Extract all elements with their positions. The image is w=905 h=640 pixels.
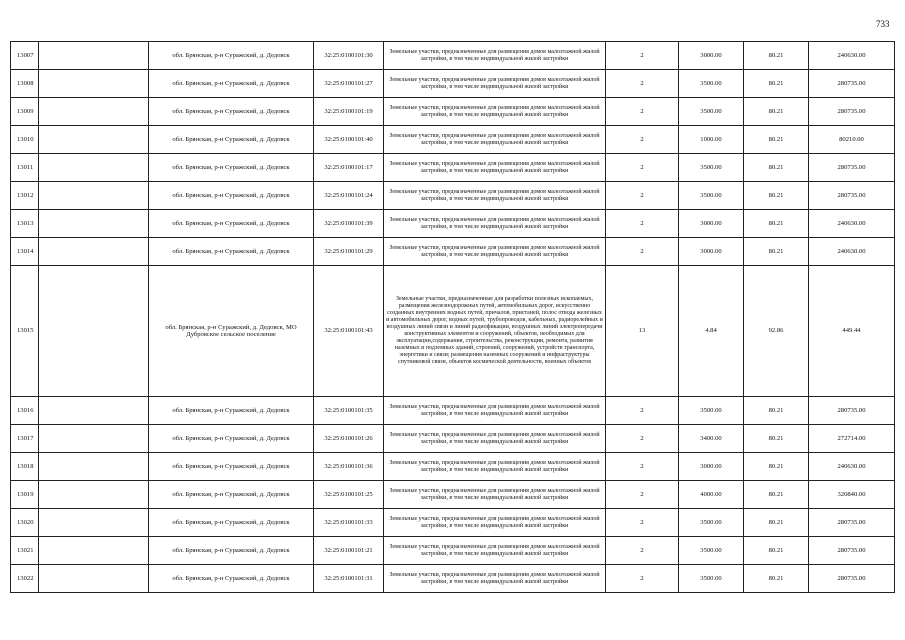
- land-use-description-cell: Земельные участки, предназначенные для размещения домов малоэтажной жилой застройки, в том числе индивидуальной жилой застройки: [384, 182, 606, 210]
- cadastral-number-cell: 32:25:0100101:43: [314, 266, 384, 397]
- cadastral-number-cell: 32:25:0100101:36: [314, 453, 384, 481]
- blank-cell: [39, 565, 149, 593]
- table-row: [11, 238, 895, 266]
- blank-cell: [39, 425, 149, 453]
- row-number: 13020: [11, 509, 39, 537]
- cadastral-value-cell: 240630.00: [809, 453, 895, 481]
- land-use-group-cell: 2: [606, 565, 679, 593]
- row-number: 13008: [11, 70, 39, 98]
- land-use-group-cell: 2: [606, 453, 679, 481]
- area-cell: 3000.00: [679, 42, 744, 70]
- row-number: 13011: [11, 154, 39, 182]
- table-row: [11, 509, 895, 537]
- blank-cell: [39, 397, 149, 425]
- land-use-group-cell: 2: [606, 425, 679, 453]
- cadastral-value-cell: 80210.00: [809, 126, 895, 154]
- address-cell: обл. Брянская, р-н Суражский, д. Дедовск: [149, 509, 314, 537]
- address-cell: обл. Брянская, р-н Суражский, д. Дедовск: [149, 126, 314, 154]
- land-use-description-cell: Земельные участки, предназначенные для размещения домов малоэтажной жилой застройки, в том числе индивидуальной жилой застройки: [384, 509, 606, 537]
- table-row: [11, 266, 895, 397]
- address-cell: обл. Брянская, р-н Суражский, д. Дедовск: [149, 154, 314, 182]
- cadastral-number-cell: 32:25:0100101:19: [314, 98, 384, 126]
- land-use-group-cell: 2: [606, 537, 679, 565]
- specific-value-cell: 92.86: [744, 266, 809, 397]
- specific-value-cell: 80.21: [744, 238, 809, 266]
- address-cell: обл. Брянская, р-н Суражский, д. Дедовск: [149, 481, 314, 509]
- area-cell: 3000.00: [679, 238, 744, 266]
- area-cell: 3500.00: [679, 509, 744, 537]
- area-cell: 3500.00: [679, 154, 744, 182]
- area-cell: 3500.00: [679, 565, 744, 593]
- cadastral-value-cell: 280735.00: [809, 397, 895, 425]
- land-use-description-cell: Земельные участки, предназначенные для размещения домов малоэтажной жилой застройки, в том числе индивидуальной жилой застройки: [384, 537, 606, 565]
- table-row: [11, 98, 895, 126]
- table-row: [11, 425, 895, 453]
- cadastral-value-cell: 280735.00: [809, 70, 895, 98]
- table-row: [11, 126, 895, 154]
- table-row: [11, 537, 895, 565]
- row-number: 13017: [11, 425, 39, 453]
- cadastral-number-cell: 32:25:0100101:27: [314, 70, 384, 98]
- specific-value-cell: 80.21: [744, 154, 809, 182]
- land-use-description-cell: Земельные участки, предназначенные для размещения домов малоэтажной жилой застройки, в том числе индивидуальной жилой застройки: [384, 481, 606, 509]
- address-cell: обл. Брянская, р-н Суражский, д. Дедовск: [149, 397, 314, 425]
- specific-value-cell: 80.21: [744, 42, 809, 70]
- specific-value-cell: 80.21: [744, 397, 809, 425]
- address-cell: обл. Брянская, р-н Суражский, д. Дедовск: [149, 453, 314, 481]
- row-number: 13013: [11, 210, 39, 238]
- address-cell: обл. Брянская, р-н Суражский, д. Дедовск: [149, 42, 314, 70]
- specific-value-cell: 80.21: [744, 509, 809, 537]
- cadastral-number-cell: 32:25:0100101:17: [314, 154, 384, 182]
- land-use-description-cell: Земельные участки, предназначенные для размещения домов малоэтажной жилой застройки, в том числе индивидуальной жилой застройки: [384, 70, 606, 98]
- land-use-description-cell: Земельные участки, предназначенные для размещения домов малоэтажной жилой застройки, в том числе индивидуальной жилой застройки: [384, 210, 606, 238]
- land-use-description-cell: Земельные участки, предназначенные для размещения домов малоэтажной жилой застройки, в том числе индивидуальной жилой застройки: [384, 397, 606, 425]
- land-use-group-cell: 2: [606, 481, 679, 509]
- area-cell: 3000.00: [679, 453, 744, 481]
- cadastral-number-cell: 32:25:0100101:35: [314, 397, 384, 425]
- table-row: [11, 481, 895, 509]
- cadastral-value-cell: 240630.00: [809, 238, 895, 266]
- cadastral-number-cell: 32:25:0100101:30: [314, 42, 384, 70]
- cadastral-number-cell: 32:25:0100101:25: [314, 481, 384, 509]
- blank-cell: [39, 509, 149, 537]
- cadastral-number-cell: 32:25:0100101:39: [314, 210, 384, 238]
- area-cell: 4000.00: [679, 481, 744, 509]
- specific-value-cell: 80.21: [744, 98, 809, 126]
- area-cell: 3500.00: [679, 70, 744, 98]
- cadastral-value-cell: 449.44: [809, 266, 895, 397]
- address-cell: обл. Брянская, р-н Суражский, д. Дедовск: [149, 238, 314, 266]
- row-number: 13009: [11, 98, 39, 126]
- table-row: [11, 453, 895, 481]
- row-number: 13007: [11, 42, 39, 70]
- cadastral-value-cell: 280735.00: [809, 565, 895, 593]
- specific-value-cell: 80.21: [744, 70, 809, 98]
- area-cell: 3400.00: [679, 425, 744, 453]
- blank-cell: [39, 481, 149, 509]
- cadastral-number-cell: 32:25:0100101:33: [314, 509, 384, 537]
- cadastral-value-cell: 280735.00: [809, 537, 895, 565]
- specific-value-cell: 80.21: [744, 425, 809, 453]
- address-cell: обл. Брянская, р-н Суражский, д. Дедовск: [149, 210, 314, 238]
- blank-cell: [39, 126, 149, 154]
- land-use-group-cell: 2: [606, 238, 679, 266]
- land-use-description-cell: Земельные участки, предназначенные для размещения домов малоэтажной жилой застройки, в том числе индивидуальной жилой застройки: [384, 453, 606, 481]
- row-number: 13010: [11, 126, 39, 154]
- cadastral-value-cell: 280735.00: [809, 98, 895, 126]
- land-use-description-cell: Земельные участки, предназначенные для размещения домов малоэтажной жилой застройки, в том числе индивидуальной жилой застройки: [384, 126, 606, 154]
- cadastral-value-table: [10, 41, 895, 593]
- address-cell: обл. Брянская, р-н Суражский, д. Дедовск: [149, 182, 314, 210]
- address-cell: обл. Брянская, р-н Суражский, д. Дедовск, МО Дубровское сельское поселение: [149, 266, 314, 397]
- row-number: 13012: [11, 182, 39, 210]
- area-cell: 4.84: [679, 266, 744, 397]
- land-use-group-cell: 2: [606, 182, 679, 210]
- row-number: 13016: [11, 397, 39, 425]
- page-number: 733: [876, 19, 890, 29]
- table-row: [11, 397, 895, 425]
- table-body: [11, 42, 895, 593]
- land-use-description-cell: Земельные участки, предназначенные для разработки полезных ископаемых, размещения железнодорожных путей, автомобильных дорог, искусственно созданных внутренних водных путей, причалов, пристаней, полос отвода железных и автомобильных дорог, водных путей, трубопроводов, кабельных, радиорелейных и воздушных линий связи и линий радиофикации, воздушных линий электропередачи конструктивных элементов и сооружений, объектов, необходимых для эксплуатации,содержания, строительства, реконструкции, ремонта, развития наземных и подземных зданий, строений, сооружений, устройств транспорта, энергетики и связи; размещения наземных сооружений и инфраструктуры спутниковой связи, объектов космической деятельности, военных объектов: [384, 266, 606, 397]
- land-use-description-cell: Земельные участки, предназначенные для размещения домов малоэтажной жилой застройки, в том числе индивидуальной жилой застройки: [384, 238, 606, 266]
- specific-value-cell: 80.21: [744, 182, 809, 210]
- blank-cell: [39, 238, 149, 266]
- blank-cell: [39, 182, 149, 210]
- table-row: [11, 42, 895, 70]
- cadastral-value-cell: 240630.00: [809, 42, 895, 70]
- specific-value-cell: 80.21: [744, 537, 809, 565]
- cadastral-value-cell: 280735.00: [809, 154, 895, 182]
- address-cell: обл. Брянская, р-н Суражский, д. Дедовск: [149, 425, 314, 453]
- area-cell: 1000.00: [679, 126, 744, 154]
- cadastral-value-cell: 280735.00: [809, 182, 895, 210]
- land-use-description-cell: Земельные участки, предназначенные для размещения домов малоэтажной жилой застройки, в том числе индивидуальной жилой застройки: [384, 154, 606, 182]
- land-use-description-cell: Земельные участки, предназначенные для размещения домов малоэтажной жилой застройки, в том числе индивидуальной жилой застройки: [384, 98, 606, 126]
- specific-value-cell: 80.21: [744, 453, 809, 481]
- area-cell: 3500.00: [679, 537, 744, 565]
- land-use-group-cell: 2: [606, 42, 679, 70]
- land-use-group-cell: 2: [606, 509, 679, 537]
- specific-value-cell: 80.21: [744, 481, 809, 509]
- land-use-group-cell: 2: [606, 98, 679, 126]
- table-row: [11, 210, 895, 238]
- cadastral-value-cell: 272714.00: [809, 425, 895, 453]
- blank-cell: [39, 42, 149, 70]
- table-row: [11, 154, 895, 182]
- cadastral-value-cell: 280735.00: [809, 509, 895, 537]
- area-cell: 3000.00: [679, 210, 744, 238]
- land-use-description-cell: Земельные участки, предназначенные для размещения домов малоэтажной жилой застройки, в том числе индивидуальной жилой застройки: [384, 425, 606, 453]
- land-use-group-cell: 2: [606, 154, 679, 182]
- table-row: [11, 70, 895, 98]
- blank-cell: [39, 98, 149, 126]
- area-cell: 3500.00: [679, 397, 744, 425]
- specific-value-cell: 80.21: [744, 126, 809, 154]
- blank-cell: [39, 537, 149, 565]
- land-use-group-cell: 2: [606, 70, 679, 98]
- cadastral-value-cell: 240630.00: [809, 210, 895, 238]
- row-number: 13015: [11, 266, 39, 397]
- land-use-group-cell: 2: [606, 210, 679, 238]
- area-cell: 3500.00: [679, 98, 744, 126]
- cadastral-value-cell: 320840.00: [809, 481, 895, 509]
- blank-cell: [39, 210, 149, 238]
- area-cell: 3500.00: [679, 182, 744, 210]
- land-use-description-cell: Земельные участки, предназначенные для размещения домов малоэтажной жилой застройки, в том числе индивидуальной жилой застройки: [384, 565, 606, 593]
- cadastral-number-cell: 32:25:0100101:40: [314, 126, 384, 154]
- address-cell: обл. Брянская, р-н Суражский, д. Дедовск: [149, 565, 314, 593]
- row-number: 13021: [11, 537, 39, 565]
- cadastral-number-cell: 32:25:0100101:21: [314, 537, 384, 565]
- blank-cell: [39, 154, 149, 182]
- blank-cell: [39, 266, 149, 397]
- specific-value-cell: 80.21: [744, 565, 809, 593]
- land-use-group-cell: 2: [606, 126, 679, 154]
- cadastral-number-cell: 32:25:0100101:29: [314, 238, 384, 266]
- cadastral-number-cell: 32:25:0100101:26: [314, 425, 384, 453]
- table-row: [11, 565, 895, 593]
- row-number: 13022: [11, 565, 39, 593]
- address-cell: обл. Брянская, р-н Суражский, д. Дедовск: [149, 70, 314, 98]
- row-number: 13018: [11, 453, 39, 481]
- land-use-description-cell: Земельные участки, предназначенные для размещения домов малоэтажной жилой застройки, в том числе индивидуальной жилой застройки: [384, 42, 606, 70]
- blank-cell: [39, 70, 149, 98]
- row-number: 13014: [11, 238, 39, 266]
- specific-value-cell: 80.21: [744, 210, 809, 238]
- address-cell: обл. Брянская, р-н Суражский, д. Дедовск: [149, 98, 314, 126]
- table-row: [11, 182, 895, 210]
- cadastral-number-cell: 32:25:0100101:31: [314, 565, 384, 593]
- land-use-group-cell: 13: [606, 266, 679, 397]
- land-use-group-cell: 2: [606, 397, 679, 425]
- blank-cell: [39, 453, 149, 481]
- row-number: 13019: [11, 481, 39, 509]
- address-cell: обл. Брянская, р-н Суражский, д. Дедовск: [149, 537, 314, 565]
- cadastral-number-cell: 32:25:0100101:24: [314, 182, 384, 210]
